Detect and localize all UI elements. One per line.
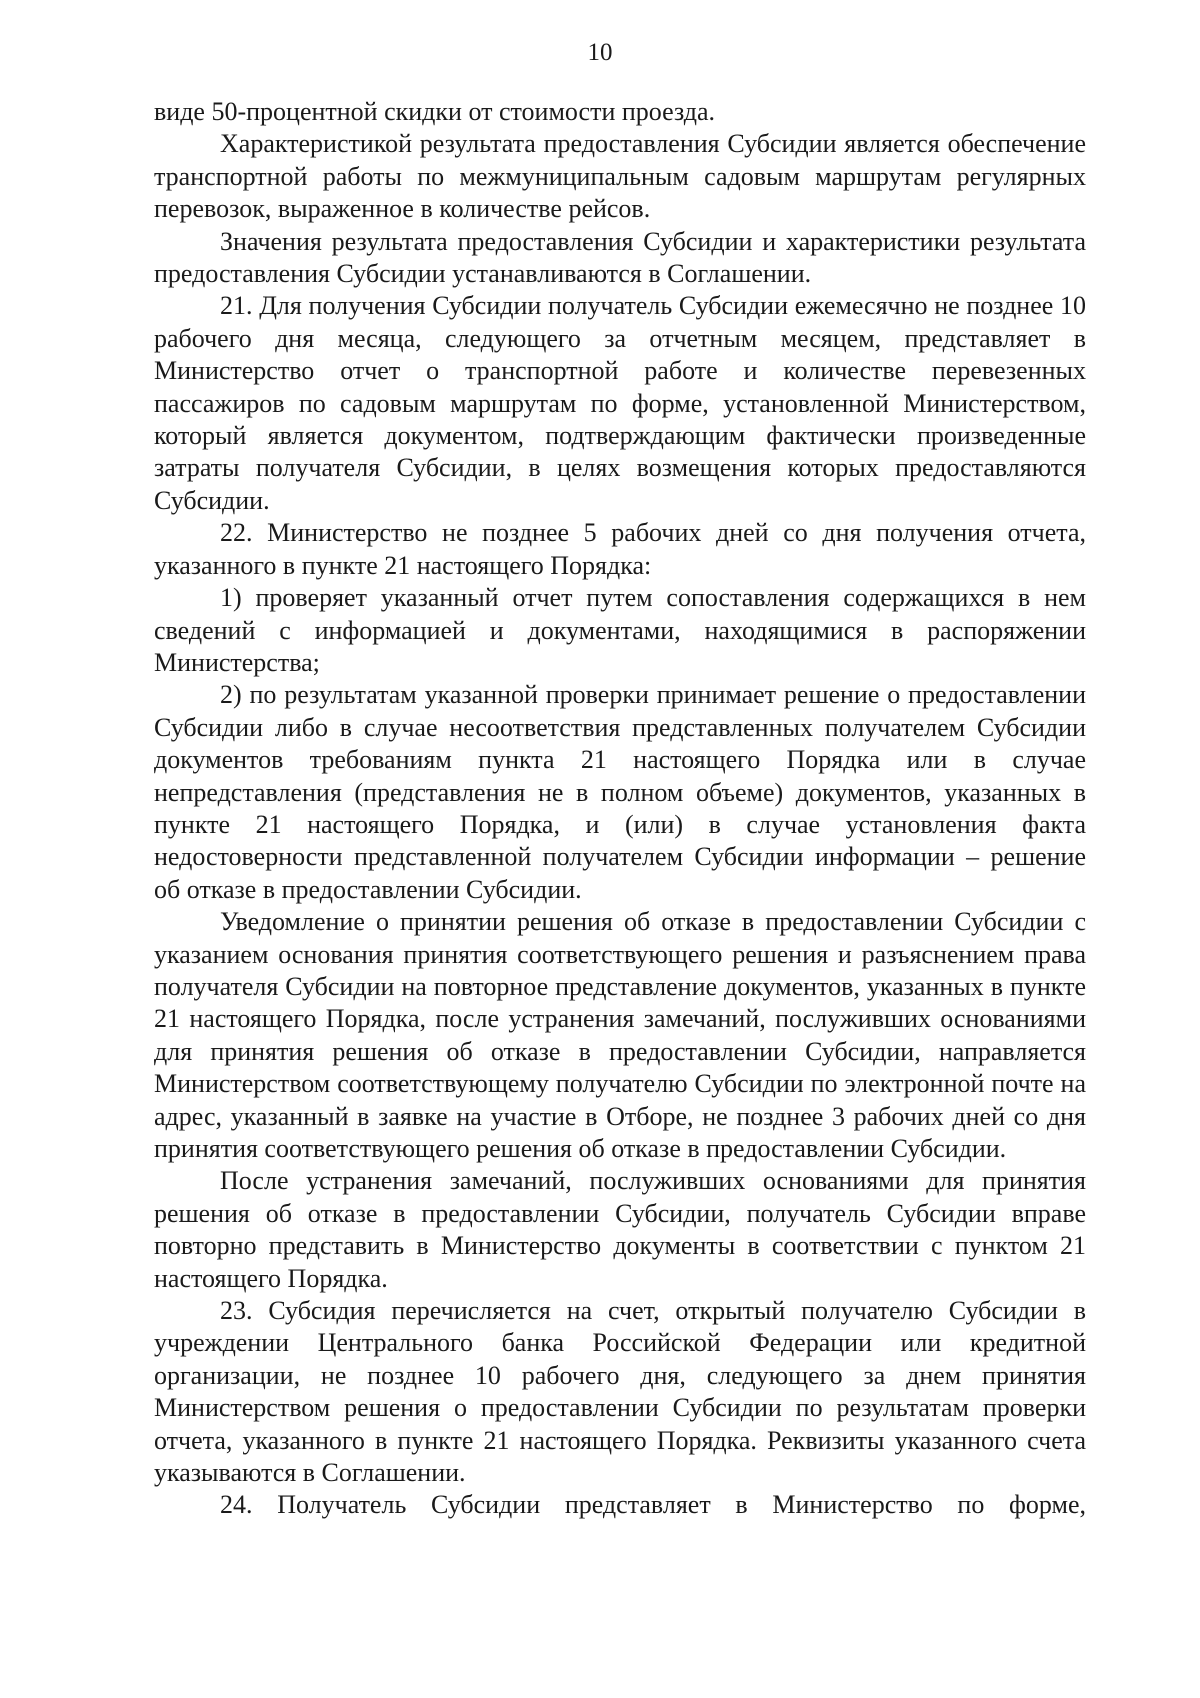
paragraph-result-values: Значения результата предоставления Субсидии и характеристики результата предоставления Субсидии устанавливаются в Соглашении. xyxy=(154,226,1086,289)
paragraph-result-characteristic: Характеристикой результата предоставления Субсидии является обеспечение транспортной работы по межмуниципальным садовым маршрутам регулярных перевозок, выраженное в количестве рейсов. xyxy=(154,129,1086,224)
paragraph-refusal-notice: Уведомление о принятии решения об отказе в предоставлении Субсидии с указанием основания принятия соответствующего решения и разъяснением права получателя Субсидии на повторное представление документов, указанных в пункте 21 настоящего Порядка, после устранения замечаний, послуживших основаниями для принятия решения об отказе в предоставлении Субсидии, направляется Министерством соответствующему получателю Субсидии по электронной почте на адрес, указанный в заявке на участие в Отборе, не позднее 3 рабочих дней со дня принятия соответствующего решения об отказе в предоставлении Субсидии. xyxy=(154,907,1086,1163)
paragraph-clause-22: 22. Министерство не позднее 5 рабочих дней со дня получения отчета, указанного в пункте 21 настоящего Порядка: xyxy=(154,518,1086,580)
paragraph-clause-24: 24. Получатель Субсидии представляет в Министерство по форме, xyxy=(220,1490,1086,1520)
paragraph-clause-22-item-2: 2) по результатам указанной проверки принимает решение о предоставлении Субсидии либо в случае несоответствия представленных получателем Субсидии документов требованиям пункта 21 настоящего Порядка или в случае непредставления (представления не в полном объеме) документов, указанных в пункте 21 настоящего Порядка, и (или) в случае установления факта недостоверности представленной получателем Субсидии информации – решение об отказе в предоставлении Субсидии. xyxy=(154,680,1086,904)
paragraph-clause-22-item-1: 1) проверяет указанный отчет путем сопоставления содержащихся в нем сведений с информацией и документами, находящимися в распоряжении Министерства; xyxy=(154,583,1086,677)
page-number: 10 xyxy=(587,39,613,66)
paragraph-resubmission: После устранения замечаний, послуживших основаниями для принятия решения об отказе в предоставлении Субсидии, получатель Субсидии вправе повторно представить в Министерство документы в соответствии с пунктом 21 настоящего Порядка. xyxy=(154,1166,1086,1293)
paragraph-clause-23: 23. Субсидия перечисляется на счет, открытый получателю Субсидии в учреждении Центрального банка Российской Федерации или кредитной организации, не позднее 10 рабочего дня, следующего за днем принятия Министерством решения о предоставлении Субсидии по результатам проверки отчета, указанного в пункте 21 настоящего Порядка. Реквизиты указанного счета указываются в Соглашении. xyxy=(154,1296,1086,1488)
document-body xyxy=(154,96,1086,1522)
paragraph-clause-21: 21. Для получения Субсидии получатель Субсидии ежемесячно не позднее 10 рабочего дня месяца, следующего за отчетным месяцем, представляет в Министерство отчет о транспортной работе и количестве перевезенных пассажиров по садовым маршрутам по форме, установленной Министерством, который является документом, подтверждающим фактически произведенные затраты получателя Субсидии, в целях возмещения которых предоставляются Субсидии. xyxy=(154,291,1086,515)
paragraph-continuation: виде 50-процентной скидки от стоимости проезда. xyxy=(154,97,716,126)
